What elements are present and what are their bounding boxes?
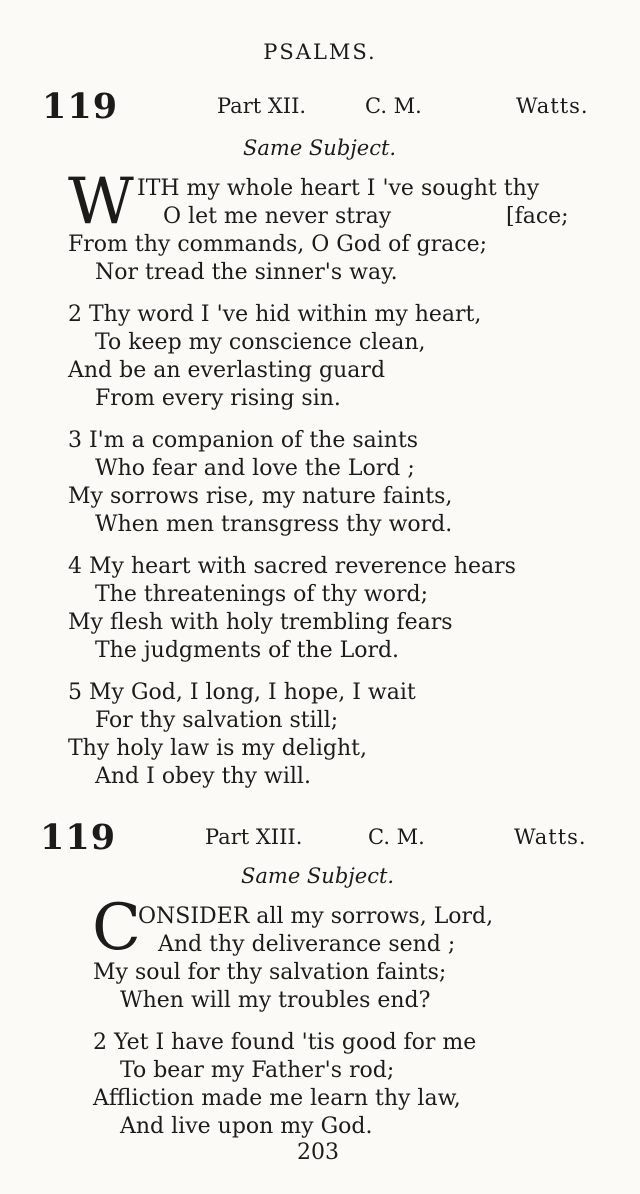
verse-line: O let me never stray [163,204,392,229]
verse-line: My sorrows rise, my nature faints, [68,484,453,509]
verse-line: Who fear and love the Lord ; [95,456,415,481]
verse-line: 3 I'm a companion of the saints [68,428,419,453]
verse-line: And thy deliverance send ; [158,932,456,957]
verse-line: To bear my Father's rod; [120,1058,395,1083]
verse-line: From thy commands, O God of grace; [68,232,488,257]
verse-line: Affliction made me learn thy law, [93,1086,461,1111]
verse-line: When will my troubles end? [120,988,431,1013]
verse-line: The judgments of the Lord. [95,638,400,663]
verse-line: Nor tread the sinner's way. [95,260,398,285]
verse-line: My flesh with holy trembling fears [68,610,453,635]
verse-line: To keep my conscience clean, [95,330,426,355]
verse-line: Thy holy law is my delight, [68,736,367,761]
hymn-part: Part XII. [217,94,307,118]
verse-line: And live upon my God. [120,1114,373,1139]
verse-line: ITH my whole heart I 've sought thy [137,176,540,201]
drop-cap: C [92,891,141,965]
hymn-part: Part XIII. [205,825,303,849]
hymn-number: 119 [42,86,119,127]
hymn-meter: C. M. [368,825,425,849]
verse-line: 2 Thy word I 've hid within my heart, [68,302,482,327]
hymn-author: Watts. [514,825,587,849]
verse-line-overflow: [face; [506,204,569,229]
verse-line: 2 Yet I have found 'tis good for me [93,1030,477,1055]
hymn-meter: C. M. [365,94,422,118]
verse-line: 4 My heart with sacred reverence hears [68,554,516,579]
verse-line: The threatenings of thy word; [95,582,429,607]
hymn-author: Watts. [516,94,589,118]
verse-line: When men transgress thy word. [95,512,453,537]
verse-line: And I obey thy will. [95,764,311,789]
verse-line: From every rising sin. [95,386,341,411]
page-number: 203 [297,1140,339,1165]
verse-line: 5 My God, I long, I hope, I wait [68,680,416,705]
verse-line: And be an everlasting guard [68,358,386,383]
verse-line: My soul for thy salvation faints; [93,960,447,985]
hymn-number: 119 [40,817,117,858]
hymn-subject: Same Subject. [241,864,395,888]
verse-line: For thy salvation still; [95,708,339,733]
verse-line: ONSIDER all my sorrows, Lord, [138,904,494,929]
hymn-subject: Same Subject. [243,136,397,160]
running-head: PSALMS. [263,40,377,64]
drop-cap: W [68,165,134,239]
